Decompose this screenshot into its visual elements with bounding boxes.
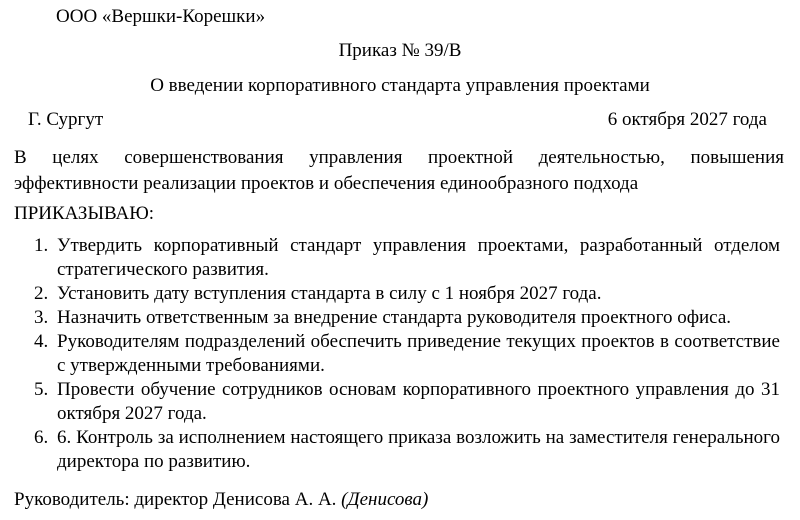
order-title: Приказ № 39/В [338,40,462,61]
order-item [34,306,780,330]
order-directive: ПРИКАЗЫВАЮ: [14,203,155,224]
signature-line [14,488,428,512]
order-item-text: Утвердить корпоративный стандарт управления проектами, разработанный отделом стратегического развития. [57,235,780,280]
order-item-text: 6. Контроль за исполнением настоящего приказа возложить на заместителя генерального директора по развитию. [57,427,780,472]
order-item-number: 3. [34,307,49,328]
order-item [34,282,780,306]
signature-label: Руководитель: директор Денисова А. А. [14,489,337,510]
order-items-list [34,234,780,474]
signature-handwritten-name: (Денисова) [341,489,429,510]
order-preamble: В целях совершенствования управления проектной деятельностью, повышения эффективности реализации проектов и обеспечения единообразного подхода [14,147,784,194]
order-item-text: Назначить ответственным за внедрение стандарта руководителя проектного офиса. [57,307,732,328]
organization-name: ООО «Вершки-Корешки» [56,6,266,27]
order-item-number: 4. [34,331,49,352]
order-item-number: 5. [34,379,49,400]
order-item [34,330,780,378]
order-item-text: Руководителям подразделений обеспечить приведение текущих проектов в соответствие с утвержденными требованиями. [57,331,780,376]
order-item [34,426,780,474]
order-item [34,378,780,426]
order-subject: О введении корпоративного стандарта управления проектами [150,75,650,96]
order-item-text: Установить дату вступления стандарта в силу с 1 ноября 2027 года. [57,283,602,304]
order-date: 6 октября 2027 года [607,109,767,130]
order-item-text: Провести обучение сотрудников основам корпоративного проектного управления до 31 октября 2027 года. [57,379,780,424]
order-item [34,234,780,282]
order-item-number: 2. [34,283,49,304]
order-city: Г. Сургут [28,109,104,130]
order-item-number: 6. [34,427,49,448]
order-item-number: 1. [34,235,49,256]
